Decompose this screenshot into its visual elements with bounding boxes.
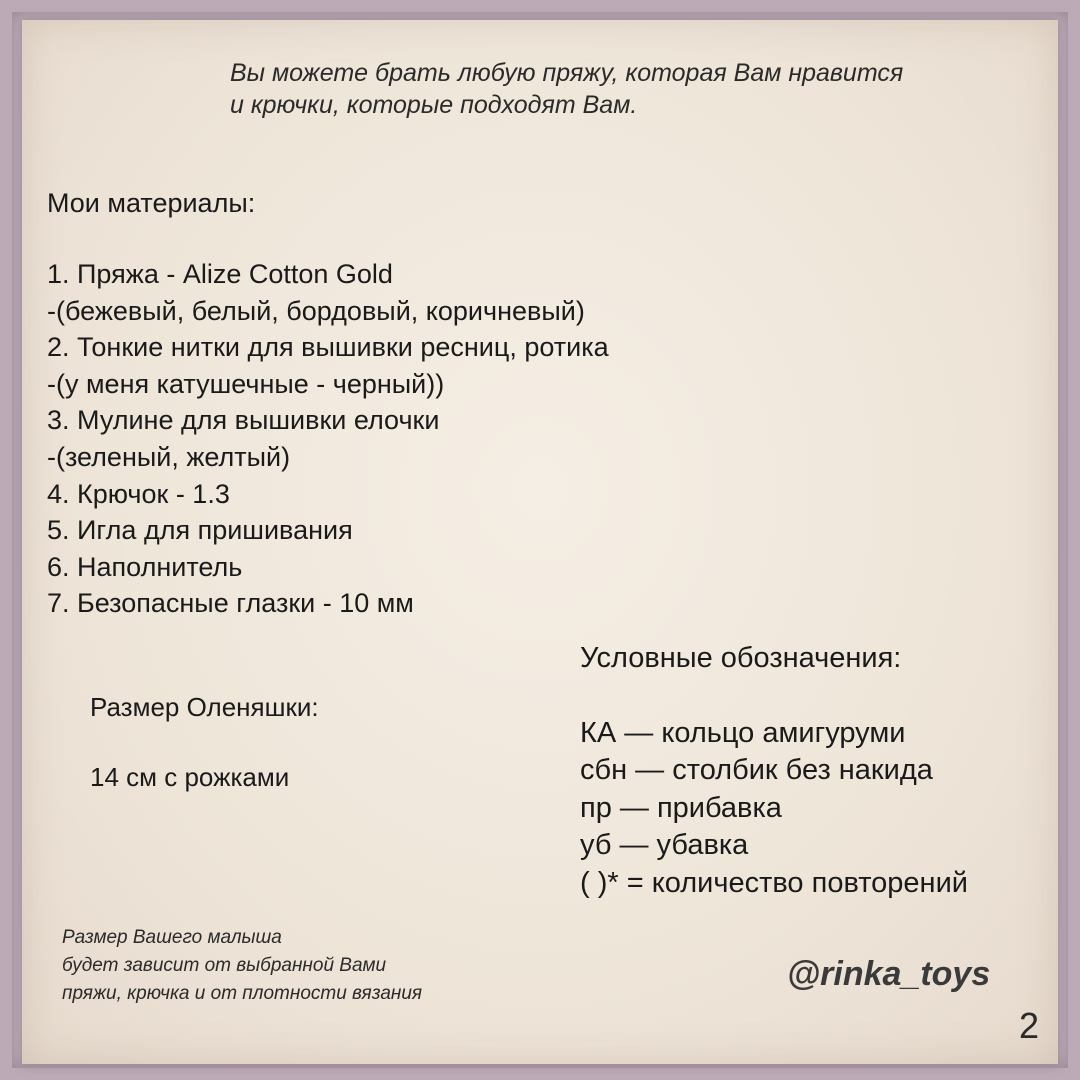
legend-block (580, 640, 1060, 902)
intro-line-1: Вы можете брать любую пряжу, которая Вам нравится (230, 59, 904, 87)
materials-line: 6. Наполнитель (47, 551, 243, 582)
note-line-1: Размер Вашего малыша (62, 927, 282, 948)
note-line-3: пряжи, крючка и от плотности вязания (62, 983, 423, 1004)
legend-title: Условные обозначения: (580, 642, 902, 674)
materials-title: Мои материалы: (47, 188, 256, 218)
legend-item: сбн — столбик без накида (580, 754, 933, 786)
legend-item: КА — кольцо амигуруми (580, 716, 906, 749)
materials-line: -(зеленый, желтый) (47, 441, 291, 472)
materials-line: -(у меня катушечные - черный)) (47, 368, 445, 399)
author-handle: @rinka_toys (787, 955, 991, 993)
size-note (62, 924, 582, 1008)
page-number: 2 (1019, 1005, 1040, 1046)
materials-line: 4. Крючок - 1.3 (47, 478, 230, 509)
note-line-2: будет зависит от выбранной Вами (62, 955, 387, 976)
materials-line: 1. Пряжа - Alize Cotton Gold (47, 259, 393, 289)
size-title: Размер Оленяшки: (90, 692, 319, 722)
legend-item: уб — убавка (580, 829, 749, 861)
legend-item: ( )* = количество повторений (580, 866, 968, 899)
intro-line-2: и крючки, которые подходят Вам. (230, 91, 638, 119)
intro-text (230, 57, 1050, 121)
materials-line: 5. Игла для пришивания (47, 515, 353, 546)
materials-line: 7. Безопасные глазки - 10 мм (47, 588, 414, 619)
size-value: 14 см с рожками (90, 762, 290, 792)
materials-line: -(бежевый, белый, бордовый, коричневый) (47, 295, 585, 326)
materials-list (47, 256, 767, 622)
legend-item: пр — прибавка (580, 791, 782, 824)
materials-line: 3. Мулине для вышивки елочки (47, 405, 440, 436)
materials-line: 2. Тонкие нитки для вышивки ресниц, ротика (47, 332, 609, 363)
